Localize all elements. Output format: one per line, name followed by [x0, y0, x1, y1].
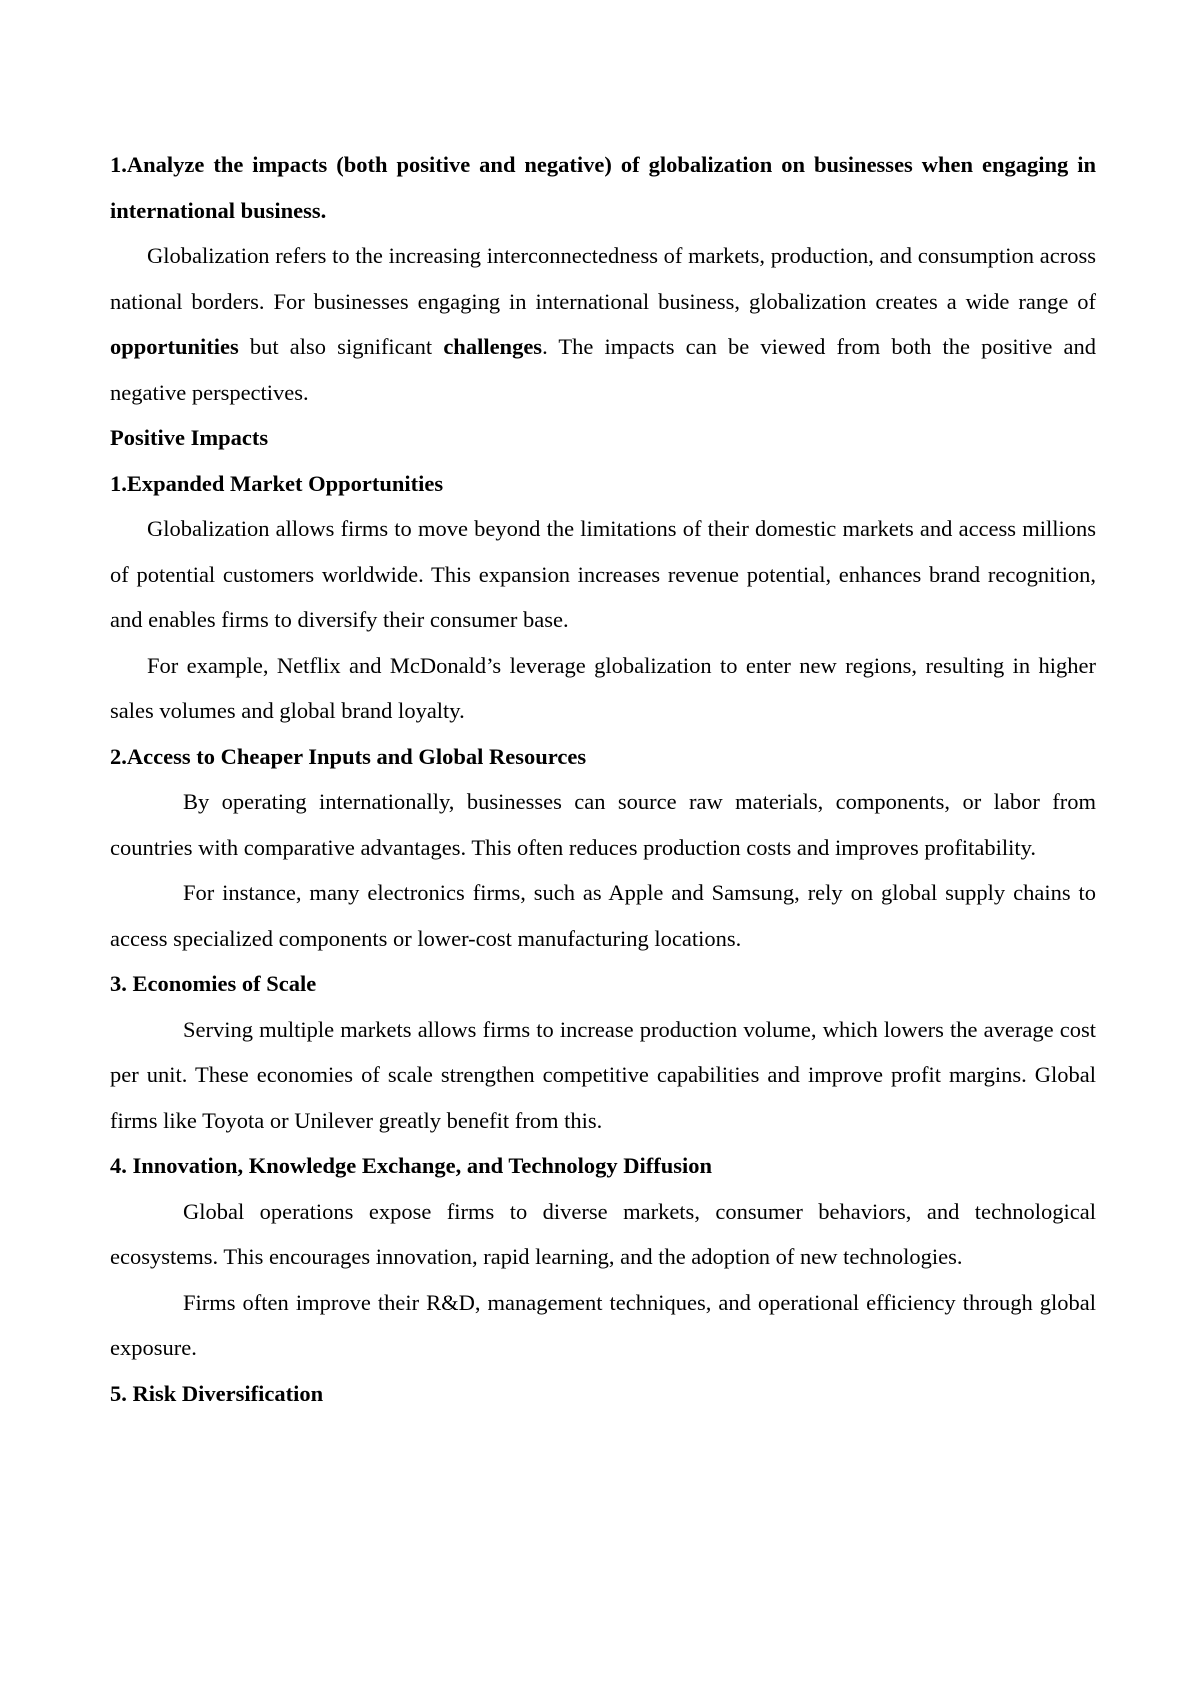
- section-paragraph: Firms often improve their R&D, management techniques, and operational efficiency through global exposure.: [110, 1289, 1096, 1360]
- intro-paragraph: [110, 233, 1096, 415]
- intro-text-2: but also significant: [238, 334, 444, 359]
- section-paragraph: By operating internationally, businesses can source raw materials, components, or labor from countries with comparative advantages. This often reduces production costs and improves profitability.: [110, 789, 1096, 860]
- intro-bold-opportunities: opportunities: [110, 334, 239, 359]
- positive-impacts-heading: Positive Impacts: [110, 425, 269, 450]
- intro-text-3: . The impacts can be viewed from both the positive and negative perspectives.: [110, 334, 1096, 405]
- section-paragraph: For instance, many electronics firms, such as Apple and Samsung, rely on global supply chains to access specialized components or lower-cost manufacturing locations.: [110, 880, 1096, 951]
- question-title: 1.Analyze the impacts (both positive and negative) of globalization on businesses when engaging in international business.: [110, 152, 1096, 223]
- document-page: [110, 142, 1096, 1416]
- section-paragraph: Globalization allows firms to move beyond the limitations of their domestic markets and access millions of potential customers worldwide. This expansion increases revenue potential, enhances brand recognition, and enables firms to diversify their consumer base.: [110, 516, 1096, 632]
- section-heading-cheaper-inputs: 2.Access to Cheaper Inputs and Global Resources: [110, 743, 587, 769]
- section-heading-market-opportunities: 1.Expanded Market Opportunities: [110, 470, 444, 496]
- section-paragraph: Serving multiple markets allows firms to increase production volume, which lowers the average cost per unit. These economies of scale strengthen competitive capabilities and improve profit margins. Global firms like Toyota or Unilever greatly benefit from this.: [110, 1016, 1096, 1133]
- section-heading-risk-diversification: 5. Risk Diversification: [110, 1380, 324, 1406]
- section-paragraph: For example, Netflix and McDonald’s leverage globalization to enter new regions, resulting in higher sales volumes and global brand loyalty.: [110, 652, 1096, 723]
- section-heading-economies-of-scale: 3. Economies of Scale: [110, 971, 317, 996]
- intro-text-1: Globalization refers to the increasing interconnectedness of markets, production, and consumption across national borders. For businesses engaging in international business, globalization creates a wide range of: [110, 243, 1096, 314]
- section-paragraph: Global operations expose firms to diverse markets, consumer behaviors, and technological ecosystems. This encourages innovation, rapid learning, and the adoption of new technologies.: [110, 1198, 1096, 1269]
- section-heading-innovation: 4. Innovation, Knowledge Exchange, and Technology Diffusion: [110, 1153, 713, 1178]
- intro-bold-challenges: challenges: [443, 334, 543, 359]
